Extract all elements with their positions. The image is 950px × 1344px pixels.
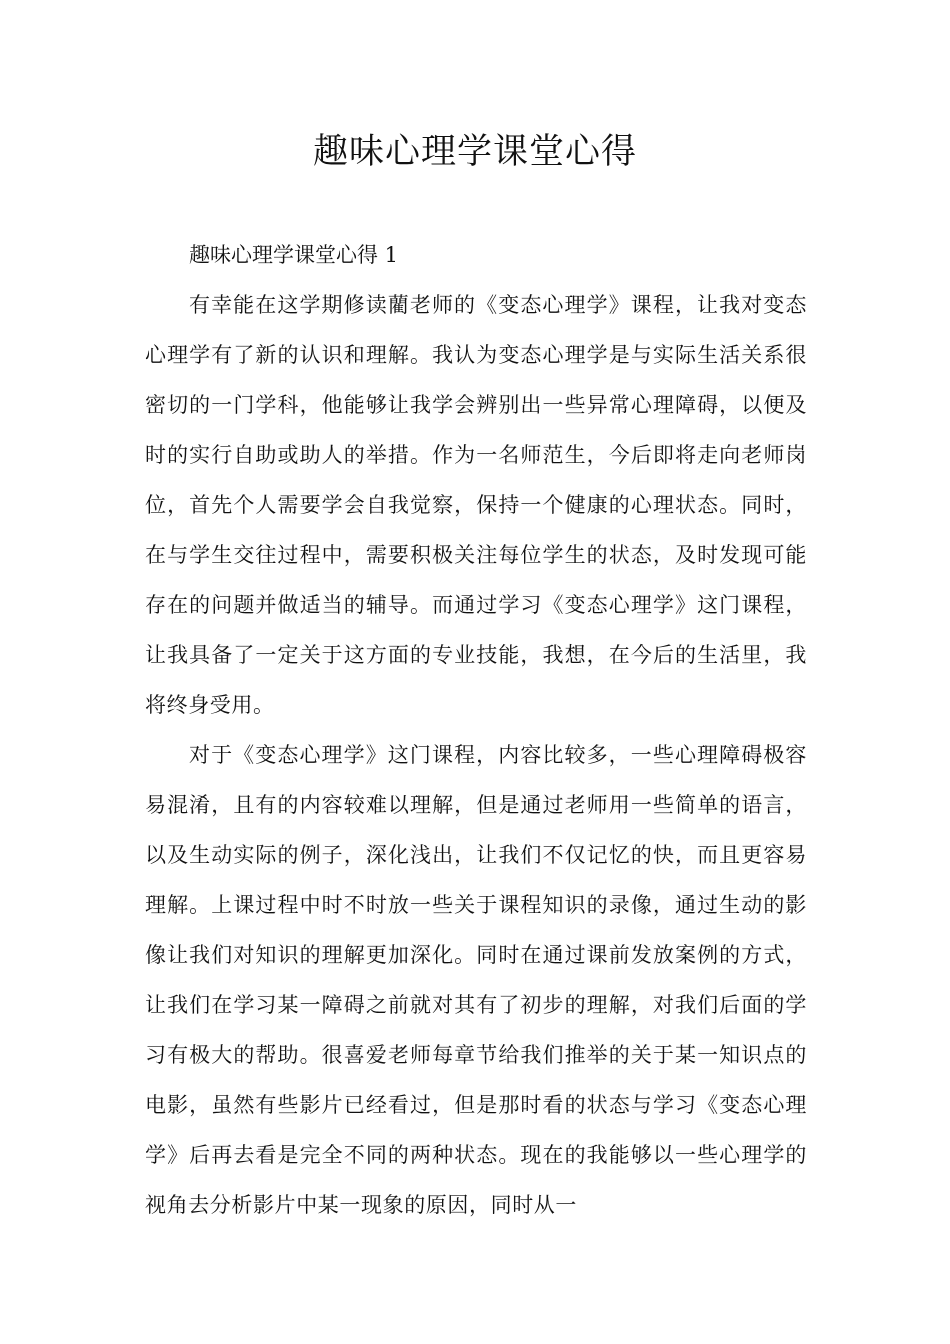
document-title: 趣味心理学课堂心得 [312, 132, 637, 172]
document-body [145, 230, 807, 1230]
paragraph-2: 对于《变态心理学》这门课程，内容比较多，一些心理障碍极容易混淆，且有的内容较难以理解，但是通过老师用一些简单的语言，以及生动实际的例子，深化浅出，让我们不仅记忆的快，而且更容易理解。上课过程中时不时放一些关于课程知识的录像，通过生动的影像让我们对知识的理解更加深化。同时在通过课前发放案例的方式，让我们在学习某一障碍之前就对其有了初步的理解，对我们后面的学习有极大的帮助。很喜爱老师每章节给我们推举的关于某一知识点的电影，虽然有些影片已经看过，但是那时看的状态与学习《变态心理学》后再去看是完全不同的两种状态。现在的我能够以一些心理学的视角去分析影片中某一现象的原因，同时从一 [145, 743, 807, 1217]
paragraph-1: 有幸能在这学期修读藺老师的《变态心理学》课程，让我对变态心理学有了新的认识和理解。我认为变态心理学是与实际生活关系很密切的一门学科，他能够让我学会辨别出一些异常心理障碍，以便及时的实行自助或助人的举措。作为一名师范生，今后即将走向老师岗位，首先个人需要学会自我觉察，保持一个健康的心理状态。同时，在与学生交往过程中，需要积极关注每位学生的状态，及时发现可能存在的问题并做适当的辅导。而通过学习《变态心理学》这门课程，让我具备了一定关于这方面的专业技能，我想，在今后的生活里，我将终身受用。 [145, 293, 807, 717]
section-subheading: 趣味心理学课堂心得 1 [189, 243, 399, 267]
